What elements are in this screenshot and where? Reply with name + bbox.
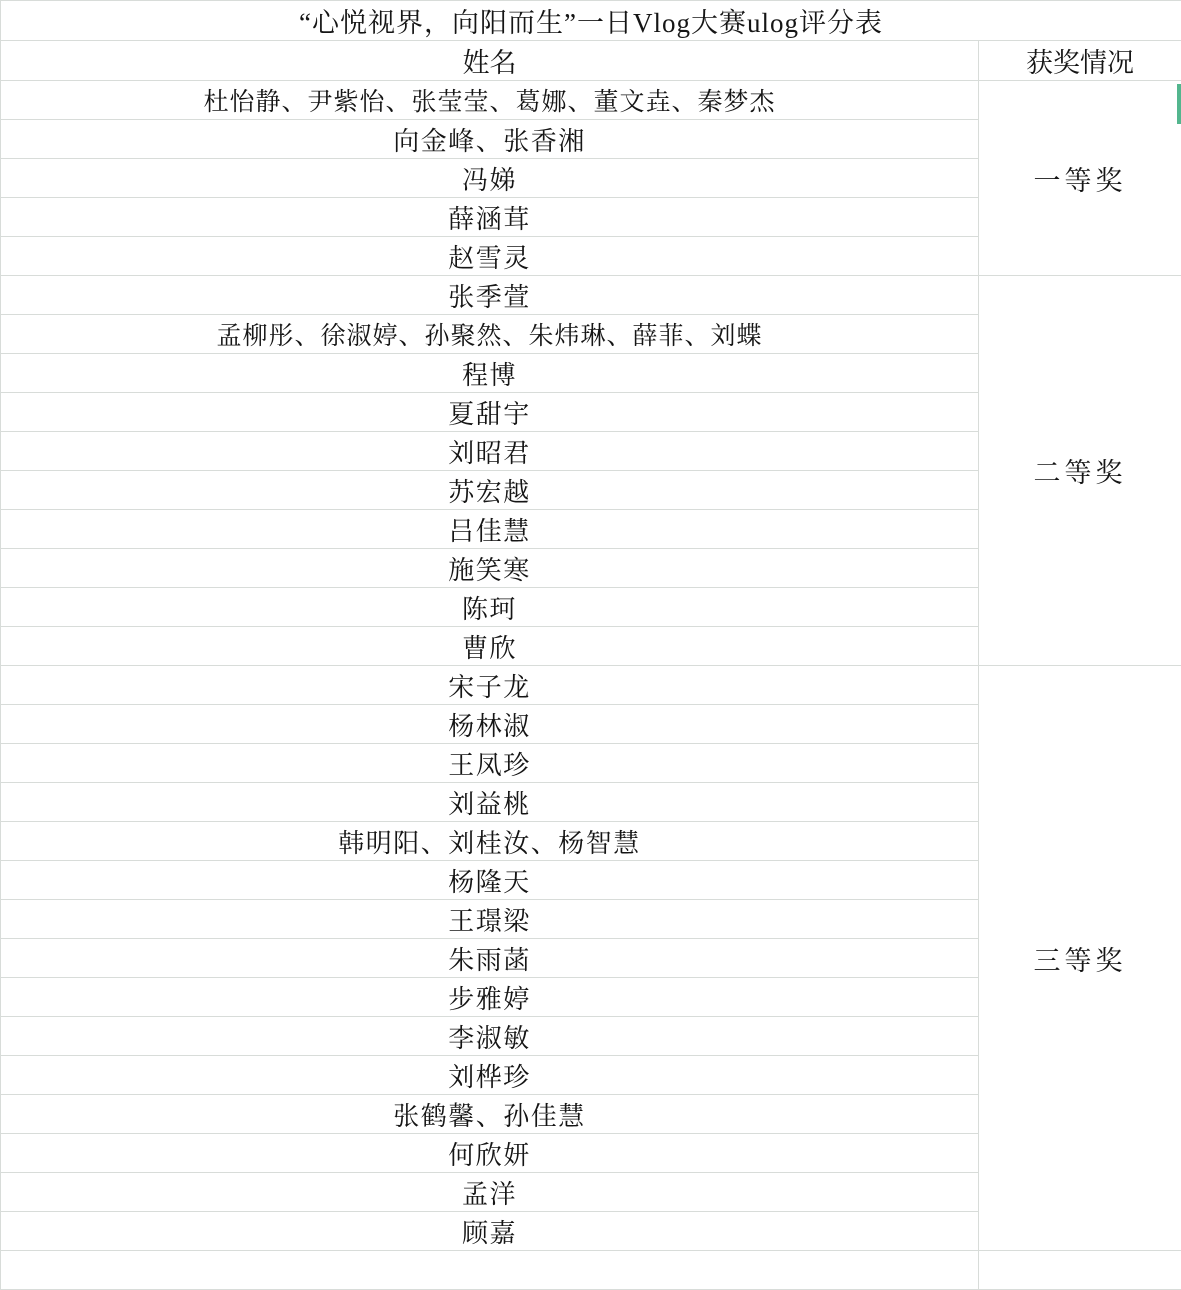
name-cell: 程博 [1, 354, 979, 393]
name-cell: 陈珂 [1, 588, 979, 627]
name-cell: 韩明阳、刘桂汝、杨智慧 [1, 822, 979, 861]
name-cell: 施笑寒 [1, 549, 979, 588]
table-row-blank [1, 1251, 1181, 1290]
table-row [1, 81, 1181, 120]
column-header-name: 姓名 [1, 41, 979, 81]
name-cell: 张季萱 [1, 276, 979, 315]
empty-award-cell [979, 1251, 1181, 1290]
table-header-row [1, 41, 1181, 81]
name-cell: 杜怡静、尹紫怡、张莹莹、葛娜、董文垚、秦梦杰 [1, 81, 979, 120]
name-cell: 朱雨菡 [1, 939, 979, 978]
name-cell: 冯娣 [1, 159, 979, 198]
name-cell: 曹欣 [1, 627, 979, 666]
name-cell: 杨隆天 [1, 861, 979, 900]
name-cell: 王凤珍 [1, 744, 979, 783]
name-cell: 赵雪灵 [1, 237, 979, 276]
award-cell-third: 三等奖 [979, 666, 1181, 1251]
empty-name-cell [1, 1251, 979, 1290]
name-cell: 苏宏越 [1, 471, 979, 510]
award-cell-second: 二等奖 [979, 276, 1181, 666]
green-edge-marker-icon [1177, 84, 1181, 124]
name-cell: 步雅婷 [1, 978, 979, 1017]
table-row [1, 276, 1181, 315]
table-title-row [1, 1, 1181, 41]
page-title: “心悦视界，向阳而生”一日Vlog大赛ulog评分表 [1, 1, 1181, 41]
name-cell: 刘益桃 [1, 783, 979, 822]
name-cell: 李淑敏 [1, 1017, 979, 1056]
table-row [1, 666, 1181, 705]
name-cell: 夏甜宇 [1, 393, 979, 432]
name-cell: 孟洋 [1, 1173, 979, 1212]
award-cell-first: 一等奖 [979, 81, 1181, 276]
name-cell: 王璟梁 [1, 900, 979, 939]
name-cell: 何欣妍 [1, 1134, 979, 1173]
column-header-award: 获奖情况 [979, 41, 1181, 81]
name-cell: 向金峰、张香湘 [1, 120, 979, 159]
name-cell: 宋子龙 [1, 666, 979, 705]
name-cell: 刘桦珍 [1, 1056, 979, 1095]
name-cell: 薛涵茸 [1, 198, 979, 237]
name-cell: 刘昭君 [1, 432, 979, 471]
sheet-left-border [0, 0, 1, 1281]
name-cell: 张鹤馨、孙佳慧 [1, 1095, 979, 1134]
name-cell: 孟柳彤、徐淑婷、孙聚然、朱炜琳、薛菲、刘蝶 [1, 315, 979, 354]
name-cell: 顾嘉 [1, 1212, 979, 1251]
name-cell: 杨林淑 [1, 705, 979, 744]
name-cell: 吕佳慧 [1, 510, 979, 549]
